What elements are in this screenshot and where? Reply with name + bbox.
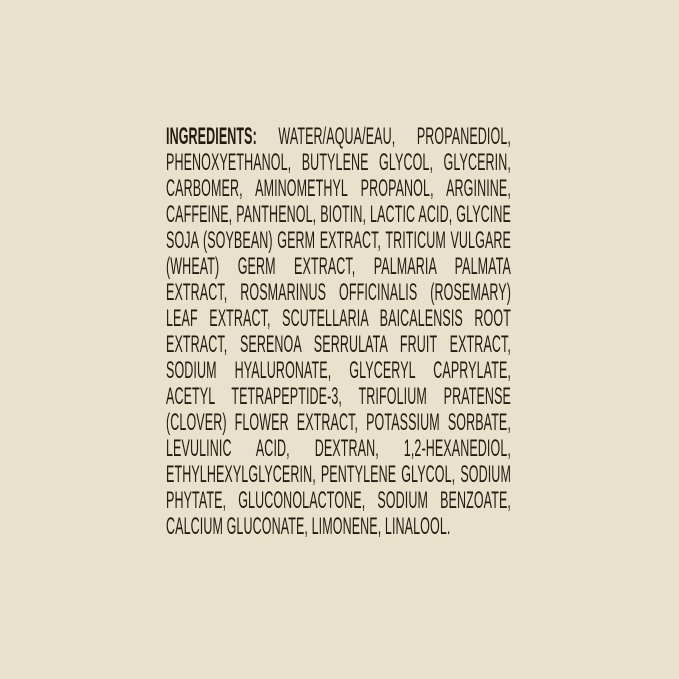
ingredients-text: [166, 124, 511, 540]
ingredients-line: SODIUM HYALURONATE, GLYCERYL CAPRYLATE,: [166, 357, 511, 384]
ingredients-line: PHYTATE, GLUCONOLACTONE, SODIUM BENZOATE,: [166, 487, 511, 514]
ingredients-label: [166, 124, 511, 540]
ingredients-line: CARBOMER, AMINOMETHYL PROPANOL, ARGININE,: [166, 175, 511, 202]
ingredients-line: ACETYL TETRAPEPTIDE-3, TRIFOLIUM PRATENSE: [166, 383, 511, 410]
ingredients-line: LEAF EXTRACT, SCUTELLARIA BAICALENSIS ROOT: [166, 305, 511, 332]
ingredients-line: EXTRACT, SERENOA SERRULATA FRUIT EXTRACT,: [166, 331, 511, 358]
ingredients-line: CALCIUM GLUCONATE, LIMONENE, LINALOOL.: [166, 513, 451, 540]
ingredients-heading: INGREDIENTS:: [166, 123, 257, 150]
ingredients-line: [166, 124, 511, 150]
ingredients-line: CAFFEINE, PANTHENOL, BIOTIN, LACTIC ACID, GLYCINE: [166, 201, 511, 228]
ingredients-line-text: WATER/AQUA/EAU, PROPANEDIOL,: [256, 123, 511, 150]
ingredients-line: SOJA (SOYBEAN) GERM EXTRACT, TRITICUM VULGARE: [166, 227, 511, 254]
ingredients-line: LEVULINIC ACID, DEXTRAN, 1,2-HEXANEDIOL,: [166, 435, 511, 462]
ingredients-line: EXTRACT, ROSMARINUS OFFICINALIS (ROSEMARY): [166, 279, 511, 306]
ingredients-line: (WHEAT) GERM EXTRACT, PALMARIA PALMATA: [166, 253, 511, 280]
ingredients-line: ETHYLHEXYLGLYCERIN, PENTYLENE GLYCOL, SODIUM: [166, 461, 511, 488]
ingredients-line: PHENOXYETHANOL, BUTYLENE GLYCOL, GLYCERIN,: [166, 149, 511, 176]
ingredients-line: (CLOVER) FLOWER EXTRACT, POTASSIUM SORBATE,: [166, 409, 511, 436]
